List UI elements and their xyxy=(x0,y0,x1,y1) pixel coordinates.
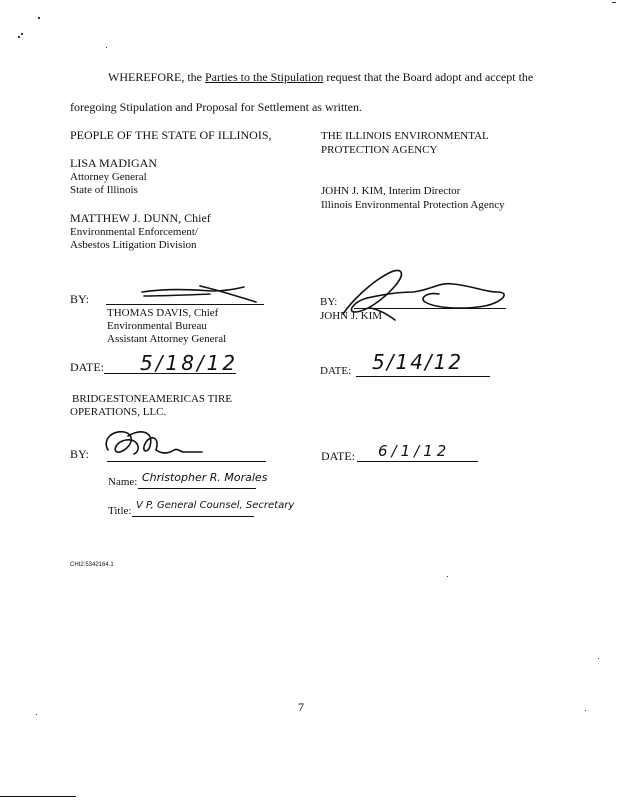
company-title-value: V P, General Counsel, Secretary xyxy=(136,500,295,511)
right-by-label: BY: xyxy=(320,296,338,308)
company-by-label: BY: xyxy=(70,447,89,461)
left-date-label: DATE: xyxy=(70,360,104,374)
scan-speck xyxy=(36,714,37,715)
company-date-label: DATE: xyxy=(321,449,355,463)
company-name-label: Name: xyxy=(108,476,138,488)
director-name: JOHN J. KIM, Interim Director xyxy=(321,185,461,197)
scan-speck xyxy=(612,2,616,3)
left-by-label: BY: xyxy=(70,292,89,306)
page-number: 7 xyxy=(298,700,304,714)
company-date-value: 6/1/12 xyxy=(378,442,451,460)
left-signer-name: THOMAS DAVIS, Chief xyxy=(107,307,219,319)
iepa-heading-2: PROTECTION AGENCY xyxy=(321,144,438,156)
iepa-heading-1: THE ILLINOIS ENVIRONMENTAL xyxy=(321,130,489,142)
ag-title-1: Attorney General xyxy=(70,171,147,183)
left-signer-title-2: Assistant Attorney General xyxy=(107,333,227,345)
people-heading: PEOPLE OF THE STATE OF ILLINOIS, xyxy=(70,128,272,142)
ag-title-2: State of Illinois xyxy=(70,184,138,196)
company-name-value: Christopher R. Morales xyxy=(142,471,268,484)
right-date-line xyxy=(356,376,490,377)
right-date-label: DATE: xyxy=(320,365,352,377)
company-name-line xyxy=(138,488,256,489)
scan-speck xyxy=(447,576,448,577)
left-date-line xyxy=(104,373,236,374)
thomas-davis-signature xyxy=(140,276,260,306)
company-signature xyxy=(98,424,208,464)
left-signature-line xyxy=(106,304,264,305)
scan-speck xyxy=(585,710,586,711)
company-name-1: BRIDGESTONEAMERICAS TIRE xyxy=(72,393,233,405)
scan-speck xyxy=(106,47,107,48)
right-date-value: 5/14/12 xyxy=(372,350,464,374)
scan-speck xyxy=(598,658,599,659)
company-title-label: Title: xyxy=(108,505,132,517)
company-name-2: OPERATIONS, LLC. xyxy=(70,406,167,418)
parties-link: Parties to the Stipulation xyxy=(205,70,324,84)
left-signer-title-1: Environmental Bureau xyxy=(107,320,207,332)
company-date-line xyxy=(357,461,478,462)
intro-suffix: request that the Board adopt and accept the xyxy=(323,70,534,84)
document-id: CHI2:5342164.1 xyxy=(70,562,114,568)
ag-name: LISA MADIGAN xyxy=(70,156,157,170)
left-date-value: 5/18/12 xyxy=(140,351,239,375)
chief-title-1: Environmental Enforcement/ xyxy=(70,226,198,238)
company-title-line xyxy=(132,516,254,517)
intro-line-1 xyxy=(108,71,533,84)
intro-line-2: foregoing Stipulation and Proposal for Settlement as written. xyxy=(70,100,362,114)
scan-speck xyxy=(38,17,40,19)
chief-title-2: Asbestos Litigation Division xyxy=(70,239,197,251)
scan-speck xyxy=(21,33,23,35)
company-signature-line xyxy=(107,461,266,462)
intro-prefix: WHEREFORE, the xyxy=(108,70,205,84)
footer-rule xyxy=(0,796,76,797)
scan-speck xyxy=(18,36,20,38)
right-signer-name: JOHN J. KIM xyxy=(320,310,383,322)
right-signature-line xyxy=(354,308,506,309)
director-org: Illinois Environmental Protection Agency xyxy=(321,199,505,211)
chief-name: MATTHEW J. DUNN, Chief xyxy=(70,211,211,225)
